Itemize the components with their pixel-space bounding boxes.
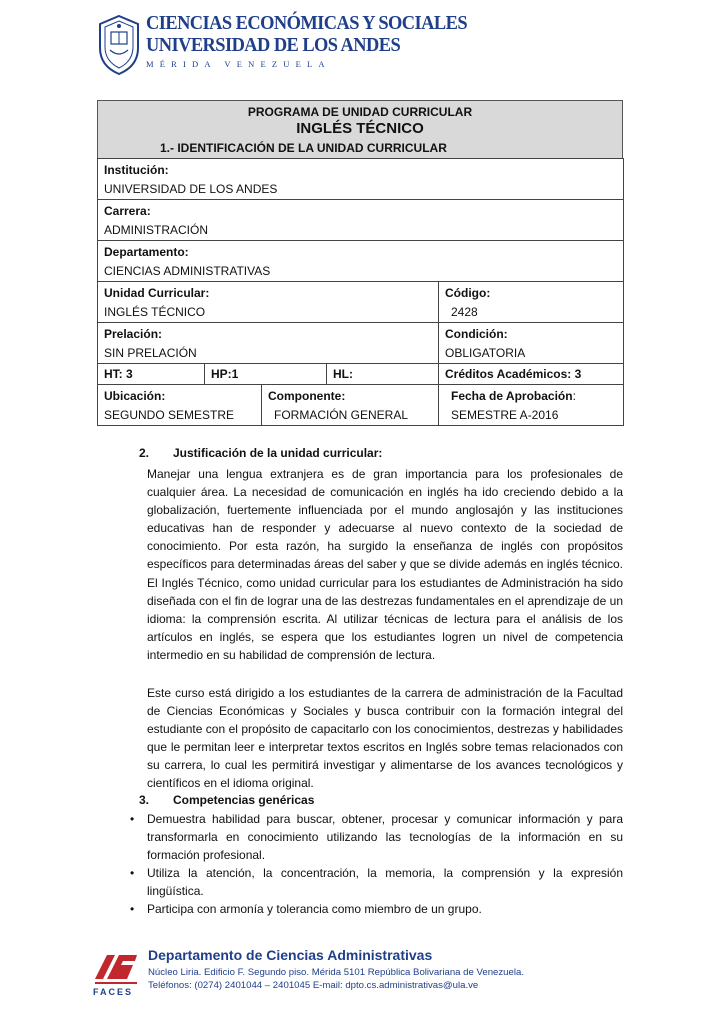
codigo-cell xyxy=(439,282,624,323)
condicion-value: OBLIGATORIA xyxy=(445,346,526,360)
componente-label: Componente: xyxy=(268,389,346,403)
faculty-name: CIENCIAS ECONÓMICAS Y SOCIALES xyxy=(146,12,468,34)
creditos-cell xyxy=(439,364,624,385)
university-location: MÉRIDA VENEZUELA xyxy=(146,59,331,69)
section2-title: Justificación de la unidad curricular: xyxy=(173,446,383,460)
table-row xyxy=(98,385,624,426)
codigo-value: 2428 xyxy=(451,305,478,319)
departamento-value: CIENCIAS ADMINISTRATIVAS xyxy=(104,264,271,278)
competencies-list xyxy=(130,810,623,919)
hp-cell xyxy=(205,364,327,385)
departamento-label: Departamento: xyxy=(104,245,189,259)
institucion-label: Institución: xyxy=(104,163,169,177)
componente-cell xyxy=(262,385,439,426)
fecha-label: Fecha de Aprobación xyxy=(451,389,573,403)
prelacion-value: SIN PRELACIÓN xyxy=(104,346,197,360)
creditos-label: Créditos Académicos: 3 xyxy=(445,367,582,381)
hl-cell xyxy=(327,364,439,385)
unidad-value: INGLÉS TÉCNICO xyxy=(104,305,206,319)
ubicacion-cell xyxy=(98,385,262,426)
competency-text: Demuestra habilidad para buscar, obtener, procesar y comunicar información y para transformarla en conocimiento utilizando las tecnologías de la información en su formación profesional. xyxy=(147,812,623,863)
carrera-value: ADMINISTRACIÓN xyxy=(104,223,209,237)
list-item xyxy=(130,900,623,918)
ht-cell xyxy=(98,364,205,385)
departamento-cell xyxy=(98,241,624,282)
department-footer xyxy=(93,945,524,1005)
section1-heading: 1.- IDENTIFICACIÓN DE LA UNIDAD CURRICULAR xyxy=(160,141,447,155)
list-item xyxy=(130,864,623,900)
ubicacion-value: SEGUNDO SEMESTRE xyxy=(104,408,235,422)
footer-contact: Teléfonos: (0274) 2401044 – 2401045 E-mail: dpto.cs.administrativas@ula.ve xyxy=(148,980,479,991)
institucion-value: UNIVERSIDAD DE LOS ANDES xyxy=(104,182,278,196)
fecha-colon: : xyxy=(572,389,576,403)
justification-paragraph-1: Manejar una lengua extranjera es de gran importancia para los profesionales de cualquier área. La necesidad de comunicación en inglés ha ido creciendo debido a la globalización, fuertemente influenciada por el mundo anglosajón y las instituciones educativas han de responder y adecuarse al nuevo contexto de la sociedad de conocimiento. Por esta razón, ha surgido la enseñanza de inglés con propósitos específicos para determinadas áreas del saber y que se divide además en inglés técnico. El Inglés Técnico, como unidad curricular para los estudiantes de Administración ha sido diseñada con el fin de lograr una de las destrezas fundamentales en el aprendizaje de un idioma: la comprensión escrita. Al utilizar técnicas de lectura para el análisis de los artículos en inglés, se espera que los estudiantes logren un nivel de competencia intermedio en su habilidad de comprensión de lectura. xyxy=(147,467,623,662)
table-row xyxy=(98,200,624,241)
ubicacion-label: Ubicación: xyxy=(104,389,166,403)
program-title: PROGRAMA DE UNIDAD CURRICULAR xyxy=(247,105,473,119)
university-seal-icon xyxy=(96,14,142,76)
footer-address: Núcleo Liria. Edificio F. Segundo piso. Mérida 5101 República Bolivariana de Venezuela. xyxy=(148,967,524,978)
fecha-value: SEMESTRE A-2016 xyxy=(451,408,559,422)
table-row xyxy=(98,323,624,364)
footer-department: Departamento de Ciencias Administrativas xyxy=(148,947,433,963)
condicion-cell xyxy=(439,323,624,364)
hl-label: HL: xyxy=(333,367,353,381)
ht-label: HT: 3 xyxy=(104,367,133,381)
institucion-cell xyxy=(98,159,624,200)
table-row xyxy=(98,159,624,200)
codigo-label: Código: xyxy=(445,286,491,300)
header-text xyxy=(146,12,495,70)
section2-number: 2. xyxy=(139,446,150,460)
table-row xyxy=(98,364,624,385)
title-band xyxy=(97,100,623,158)
carrera-label: Carrera: xyxy=(104,204,151,218)
section3-number: 3. xyxy=(139,793,150,807)
justification-paragraph-2: Este curso está dirigido a los estudiantes de la carrera de administración de la Facultad de Ciencias Económicas y Sociales y busca contribuir con la formación integral del estudiante con el propósito de capacitarlo con los conocimientos, destrezas y habilidades que le permitan leer e interpretar textos escritos en Inglés sobre temas relacionados con su carrera, lo cual les permitirá investigar y alimentarse de los avances tecnológicos y científicos en el idioma original. xyxy=(147,686,623,791)
hp-label: HP:1 xyxy=(211,367,239,381)
section3-heading xyxy=(139,793,314,807)
bullet-icon: • xyxy=(130,812,135,826)
university-name: UNIVERSIDAD DE LOS ANDES xyxy=(146,34,401,56)
unidad-label: Unidad Curricular: xyxy=(104,286,210,300)
faces-wordmark: FACES xyxy=(93,987,134,997)
bullet-icon: • xyxy=(130,902,135,917)
prelacion-cell xyxy=(98,323,439,364)
competency-text: Participa con armonía y tolerancia como miembro de un grupo. xyxy=(147,902,482,917)
university-header xyxy=(96,12,468,82)
carrera-cell xyxy=(98,200,624,241)
componente-value: FORMACIÓN GENERAL xyxy=(274,408,409,422)
table-row xyxy=(98,282,624,323)
fecha-cell xyxy=(439,385,624,426)
section3-title: Competencias genéricas xyxy=(173,793,315,807)
condicion-label: Condición: xyxy=(445,327,508,341)
section2-heading xyxy=(139,446,382,460)
identification-table xyxy=(97,158,624,426)
prelacion-label: Prelación: xyxy=(104,327,163,341)
list-item xyxy=(130,810,623,864)
competency-text: Utiliza la atención, la concentración, la memoria, la comprensión y la expresión lingüística. xyxy=(147,866,623,899)
bullet-icon: • xyxy=(130,866,135,881)
table-row xyxy=(98,241,624,282)
course-title: INGLÉS TÉCNICO xyxy=(296,120,424,137)
unidad-cell xyxy=(98,282,439,323)
